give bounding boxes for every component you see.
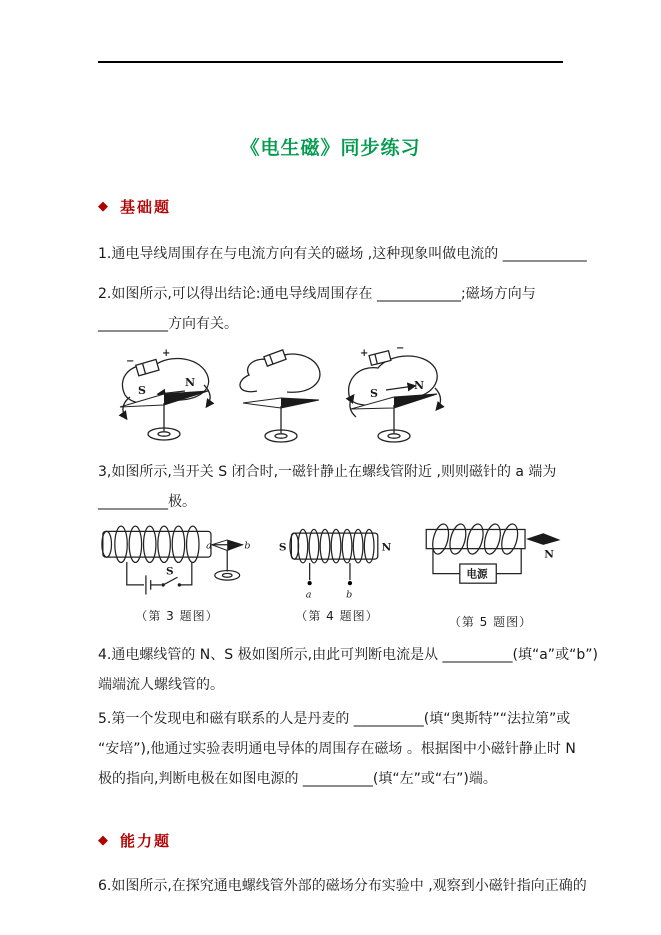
pole-n-label: N [544, 548, 554, 561]
solenoid-core [426, 529, 525, 548]
circuit-wire-left [433, 549, 460, 574]
solenoid-core [103, 531, 211, 557]
compass-needle [526, 533, 561, 545]
question-2 [98, 279, 563, 339]
question-5 [98, 704, 576, 794]
rotation-arrow-right [435, 388, 441, 409]
section-header-ability [98, 830, 563, 851]
question-6 [98, 871, 587, 901]
page-title: 《电生磁》同步练习 [240, 137, 421, 159]
current-arrow [386, 386, 414, 390]
figure-5-caption: （第 5 题图） [448, 615, 533, 629]
terminal-a-label: a [305, 589, 312, 601]
switch-label: S [166, 565, 174, 578]
solenoid-power-compass-diagram [418, 517, 563, 611]
question-4-line-2: 端端流人螺线管的。 [98, 677, 224, 693]
section-title-ability: 能力题 [120, 832, 172, 850]
battery-icon [136, 359, 159, 375]
question-3-line-1: 3,如图所示,当开关 S 闭合时,一磁针静止在螺线管附近 ,则则磁针的 a 端为 [98, 464, 557, 480]
figure-question-4 [277, 517, 397, 624]
solenoid-switch-compass-diagram [98, 517, 256, 605]
figure-row-3-4-5 [98, 517, 563, 630]
question-5-line-2: “安培”),他通过实验表明通电导体的周围存在磁场 。根据图中小磁针静止时 N [98, 741, 576, 757]
battery-minus-label: − [396, 343, 405, 354]
diamond-icon: ◆ [98, 833, 108, 848]
question-1 [98, 239, 587, 269]
rotation-arrow-right [204, 385, 210, 406]
question-5-line-1: 5.第一个发现电和磁有联系的人是丹麦的 __________(填“奥斯特”“法拉第”或 [98, 711, 571, 727]
circuit-wire [127, 562, 144, 585]
question-2-line-1: 2.如图所示,可以得出结论:通电导线周围存在 ____________;磁场方向与 [98, 286, 536, 302]
rotation-arrow-left [350, 396, 356, 417]
circuit-wire-right [496, 549, 521, 574]
pole-n-label: N [414, 379, 425, 392]
battery-minus-label: − [126, 356, 135, 367]
question-5-line-3: 极的指向,判断电极在如图电源的 __________(填“左”或“右”)端。 [98, 771, 497, 787]
switch-blade [163, 577, 177, 585]
figure-3-caption: （第 3 题图） [135, 609, 219, 623]
question-3-line-2: __________极。 [98, 494, 196, 510]
battery-icon [264, 350, 286, 366]
loop-compass-diagram-left [112, 341, 217, 449]
power-supply-label: 电源 [466, 568, 488, 581]
figure-question-2 [112, 341, 563, 451]
loop-compass-diagram-middle [227, 341, 332, 449]
battery-plus-label: + [162, 348, 171, 359]
question-6-line-1: 6.如图所示,在探究通电螺线管外部的磁场分布实验中 ,观察到小磁针指向正确的 [98, 878, 587, 894]
figure-question-5 [418, 517, 563, 630]
loop-compass-diagram-right [342, 341, 447, 449]
question-3 [98, 457, 563, 517]
pole-s-label: S [138, 384, 146, 397]
section-header-basic [98, 196, 563, 217]
battery-plus-label: + [360, 348, 369, 359]
needle-a-label: a [206, 540, 212, 552]
needle-b-label: b [244, 540, 251, 552]
stand-base [215, 571, 240, 581]
question-4 [98, 640, 598, 700]
question-1-line-1: 1.通电导线周围存在与电流方向有关的磁场 ,这种现象叫做电流的 ____________ [98, 246, 587, 262]
terminal-b-label: b [346, 589, 353, 601]
rotation-arrow-left [123, 397, 130, 418]
pole-n-label: N [185, 376, 196, 389]
solenoid-poles-diagram [277, 517, 397, 605]
figure-question-3 [98, 517, 256, 624]
question-4-line-1: 4.通电螺线管的 N、S 极如图所示,由此可判断电流是从 __________(填“a”或“b”) [98, 647, 598, 663]
pole-s-label: S [278, 541, 287, 554]
figure-4-caption: （第 4 题图） [295, 609, 379, 623]
pole-n-label: N [381, 541, 392, 554]
battery-icon [369, 351, 391, 366]
diamond-icon: ◆ [98, 199, 108, 214]
header-rule [98, 61, 563, 63]
pole-s-label: S [370, 387, 378, 400]
section-title-basic: 基础题 [120, 198, 172, 216]
question-2-line-2: __________方向有关。 [98, 316, 238, 332]
